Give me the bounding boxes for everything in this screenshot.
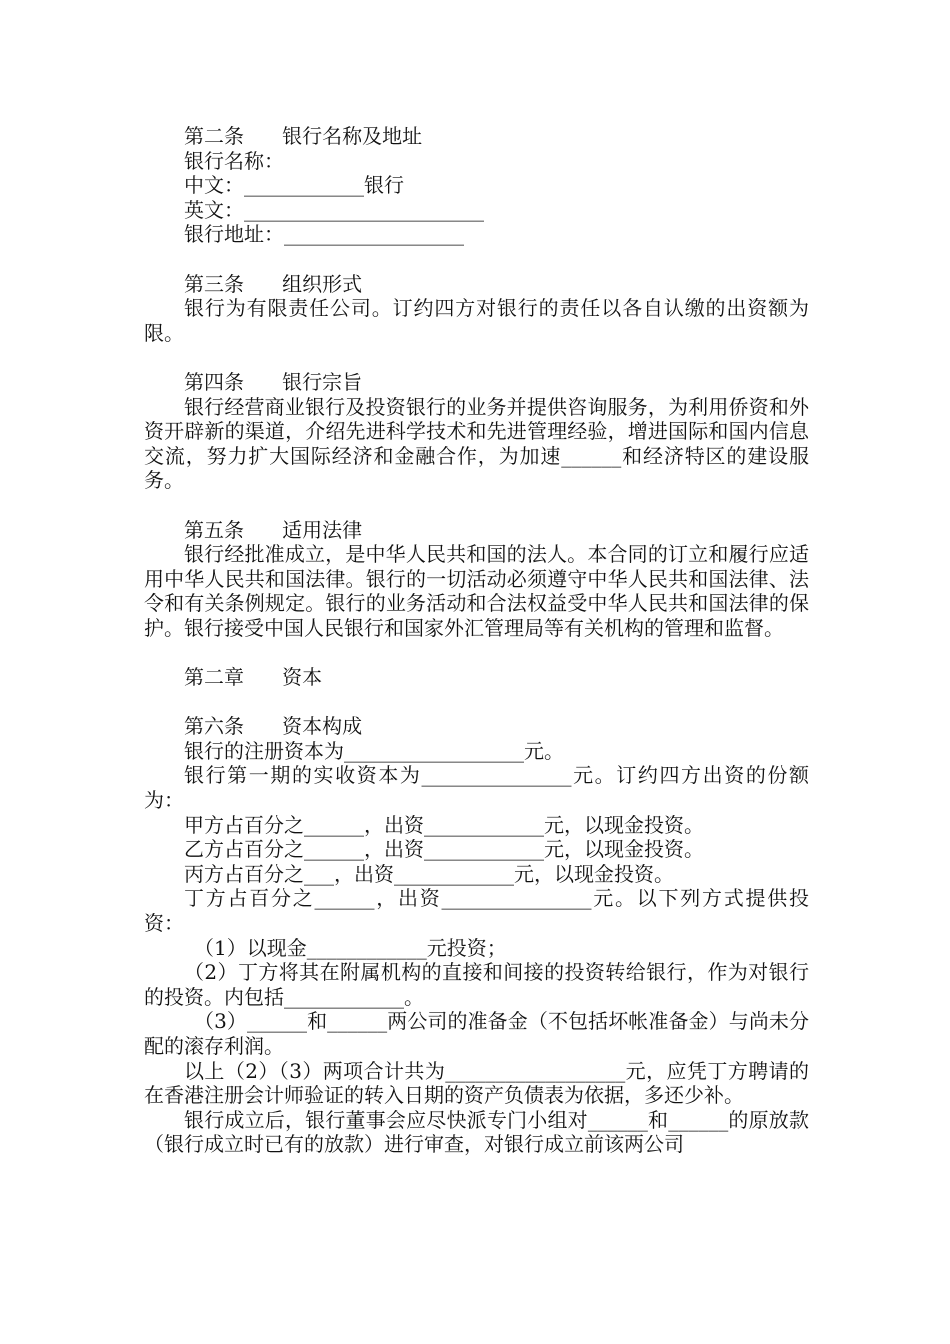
spacer	[144, 493, 809, 518]
spacer	[144, 345, 809, 370]
party-d-share-paragraph: 丁方占百分之______，出资_______________元。以下列方式提供投资：	[144, 886, 809, 935]
bank-name-label: 银行名称：	[184, 148, 284, 173]
article-5-heading: 第五条 适用法律	[184, 517, 363, 542]
combined-total-paragraph: 以上（2）（3）两项合计共为__________________元，应凭丁方聘请的在香港注册会计师验证的转入日期的资产负债表为依据，多还少补。	[144, 1058, 809, 1108]
affiliate-investment-item: （2）丁方将其在附属机构的直接和间接的投资转给银行，作为对银行的投资。内包括____________。	[144, 960, 809, 1009]
article-2-heading: 第二条 银行名称及地址	[184, 124, 423, 148]
paid-in-capital-paragraph: 银行第一期的实收资本为_______________元。订约四方出资的份额为：	[144, 763, 809, 813]
spacer	[144, 247, 809, 272]
party-b-share-line: 乙方占百分之______，出资____________元，以现金投资。	[184, 837, 704, 862]
article-4-heading: 第四条 银行宗旨	[184, 369, 363, 394]
bank-address-line: 银行地址：__________________	[184, 222, 464, 247]
article-6-heading: 第六条 资本构成	[184, 714, 363, 739]
article-5-paragraph: 银行经批准成立，是中华人民共和国的法人。本合同的订立和履行应适用中华人民共和国法律。银行的一切活动必须遵守中华人民共和国法律、法令和有关条例规定。银行的业务活动和合法权益受中华人民共和国法律的保护。银行接受中国人民银行和国家外汇管理局等有关机构的管理和监督。	[144, 542, 809, 640]
article-3-heading: 第三条 组织形式	[184, 271, 363, 296]
spacer	[144, 690, 809, 715]
article-3-paragraph: 银行为有限责任公司。订约四方对银行的责任以各自认缴的出资额为限。	[144, 296, 809, 345]
article-4-paragraph: 银行经营商业银行及投资银行的业务并提供咨询服务，为利用侨资和外资开辟新的渠道，介绍先进科学技术和先进管理经验，增进国际和国内信息交流，努力扩大国际经济和金融合作，为加速______和经济特区的建设服务。	[144, 394, 809, 493]
party-a-share-line: 甲方占百分之______，出资____________元，以现金投资。	[184, 812, 704, 837]
chapter-2-heading: 第二章 资本	[184, 665, 323, 690]
party-c-share-line: 丙方占百分之___，出资____________元，以现金投资。	[184, 861, 674, 886]
document-body	[144, 124, 809, 1157]
spacer	[144, 640, 809, 665]
cash-investment-item: （1）以现金____________元投资；	[194, 935, 507, 960]
registered-capital-line: 银行的注册资本为__________________元。	[184, 738, 564, 763]
chinese-name-line: 中文：____________银行	[184, 173, 404, 198]
loan-review-paragraph: 银行成立后，银行董事会应尽快派专门小组对______和______的原放款（银行成立时已有的放款）进行审查，对银行成立前该两公司	[144, 1107, 809, 1157]
english-name-line: 英文：________________________	[184, 197, 484, 222]
reserve-fund-item: （3）______和______两公司的准备金（不包括坏帐准备金）与尚未分配的滚存利润。	[144, 1009, 809, 1058]
